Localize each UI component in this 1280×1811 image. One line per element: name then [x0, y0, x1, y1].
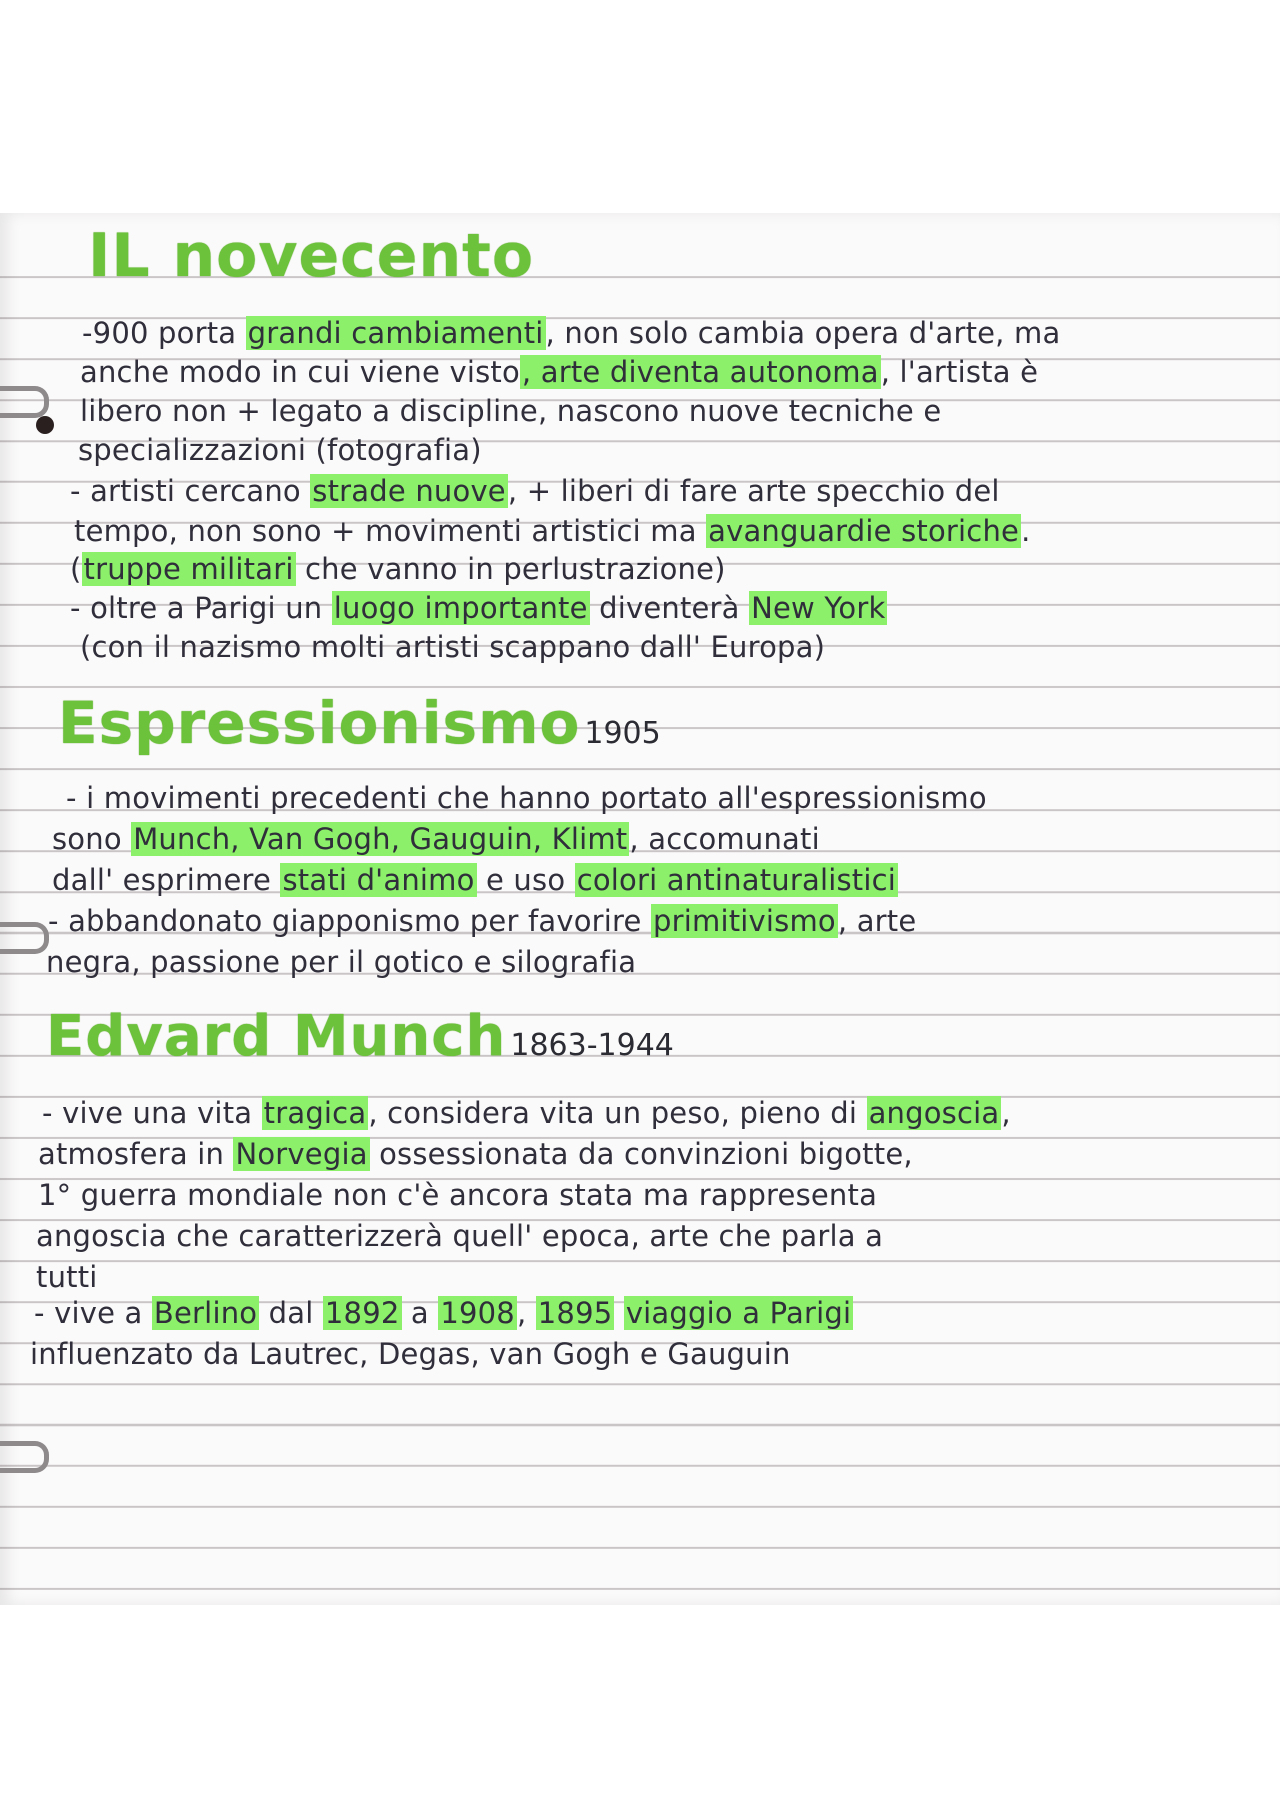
- spiral-ring: [0, 922, 49, 954]
- note-text: , l'artista è: [880, 355, 1039, 389]
- highlighted-text: luogo importante: [333, 591, 588, 625]
- highlighted-text: New York: [751, 591, 886, 625]
- note-line: [52, 822, 820, 856]
- note-text: sono: [52, 822, 132, 856]
- note-text: - i movimenti precedenti che hanno portato all'espressionismo: [66, 781, 987, 815]
- note-text: - abbandonato giapponismo per favorire: [48, 904, 652, 938]
- note-text: - oltre a Parigi un: [70, 591, 332, 625]
- note-text: ,: [516, 1296, 536, 1330]
- note-line: [48, 904, 916, 938]
- note-line: [78, 433, 482, 467]
- note-text: (con il nazismo molti artisti scappano dall' Europa): [80, 630, 826, 664]
- note-line: [52, 863, 898, 897]
- note-line: [70, 591, 887, 625]
- note-text: , considera vita un peso, pieno di: [368, 1096, 867, 1130]
- note-text: a: [401, 1296, 439, 1330]
- highlighted-text: Munch, Van Gogh, Gauguin, Klimt: [133, 822, 628, 856]
- note-text: influenzato da Lautrec, Degas, van Gogh e Gauguin: [30, 1337, 791, 1371]
- highlighted-text: truppe militari: [83, 552, 294, 586]
- note-line: [82, 316, 1060, 350]
- note-line: [34, 1296, 853, 1330]
- note-line: [38, 1178, 877, 1212]
- note-text: atmosfera in: [38, 1137, 234, 1171]
- highlighted-text: , arte diventa autonoma: [521, 355, 879, 389]
- highlighted-text: 1908: [440, 1296, 515, 1330]
- highlighted-text: colori antinaturalistici: [576, 863, 896, 897]
- highlighted-text: stati d'animo: [282, 863, 475, 897]
- note-text: dal: [259, 1296, 323, 1330]
- highlighted-text: viaggio a Parigi: [625, 1296, 852, 1330]
- note-line: [30, 1337, 791, 1371]
- note-line: [70, 474, 1000, 508]
- note-text: , accomunati: [629, 822, 820, 856]
- note-line: [42, 1096, 1011, 1130]
- note-text: e uso: [476, 863, 575, 897]
- highlighted-text: 1892: [324, 1296, 400, 1330]
- note-text: -900 porta: [82, 316, 246, 350]
- note-line: [36, 1260, 98, 1294]
- note-line: [46, 945, 636, 979]
- note-text: tempo, non sono + movimenti artistici ma: [74, 514, 707, 548]
- note-text: negra, passione per il gotico e silografia: [46, 945, 637, 979]
- highlighted-text: tragica: [263, 1096, 367, 1130]
- note-text: , + liberi di fare arte specchio del: [507, 474, 1000, 508]
- section-year: 1905: [584, 716, 661, 751]
- note-text: angoscia che caratterizzerà quell' epoca, arte che parla a: [36, 1219, 884, 1253]
- spiral-ring: [0, 1441, 49, 1473]
- note-line: [80, 394, 941, 428]
- note-text: ,: [1001, 1096, 1011, 1130]
- highlighted-text: Berlino: [153, 1296, 258, 1330]
- note-text: anche modo in cui viene visto: [80, 355, 520, 389]
- note-line: [38, 1137, 913, 1171]
- note-text: - vive a: [34, 1296, 152, 1330]
- note-line: [36, 1219, 883, 1253]
- note-text: diventerà: [589, 591, 750, 625]
- punch-hole: [36, 416, 54, 434]
- note-line: [74, 514, 1031, 548]
- note-line: [70, 552, 726, 586]
- highlighted-text: grandi cambiamenti: [247, 316, 544, 350]
- highlighted-text: angoscia: [868, 1096, 1000, 1130]
- note-line: [66, 781, 987, 815]
- note-text: dall' esprimere: [52, 863, 281, 897]
- note-line: [80, 355, 1038, 389]
- note-text: specializzazioni (fotografia): [78, 433, 482, 467]
- section-title: Espressionismo 1905: [58, 689, 661, 757]
- note-text: - vive una vita: [42, 1096, 262, 1130]
- highlighted-text: avanguardie storiche: [708, 514, 1020, 548]
- note-text: , non solo cambia opera d'arte, ma: [545, 316, 1061, 350]
- note-line: [80, 630, 825, 664]
- note-text: , arte: [837, 904, 917, 938]
- section-title: IL novecento: [88, 221, 535, 291]
- section-title: Edvard Munch 1863-1944: [46, 1004, 674, 1069]
- note-text: tutti: [36, 1260, 98, 1294]
- highlighted-text: 1895: [537, 1296, 613, 1330]
- note-text: - artisti cercano: [70, 474, 311, 508]
- note-text: .: [1021, 514, 1031, 548]
- note-text: (: [70, 552, 82, 586]
- note-text: che vanno in perlustrazione): [295, 552, 726, 586]
- highlighted-text: primitivismo: [653, 904, 836, 938]
- note-text: 1° guerra mondiale non c'è ancora stata ma rappresenta: [38, 1178, 878, 1212]
- note-text: libero non + legato a discipline, nascono nuove tecniche e: [80, 394, 942, 428]
- note-text: ossessionata da convinzioni bigotte,: [369, 1137, 913, 1171]
- highlighted-text: strade nuove: [312, 474, 506, 508]
- spiral-ring: [0, 386, 49, 418]
- notebook-page: [0, 213, 1280, 1605]
- highlighted-text: Norvegia: [235, 1137, 368, 1171]
- note-text: [614, 1296, 623, 1330]
- section-year: 1863-1944: [510, 1028, 674, 1063]
